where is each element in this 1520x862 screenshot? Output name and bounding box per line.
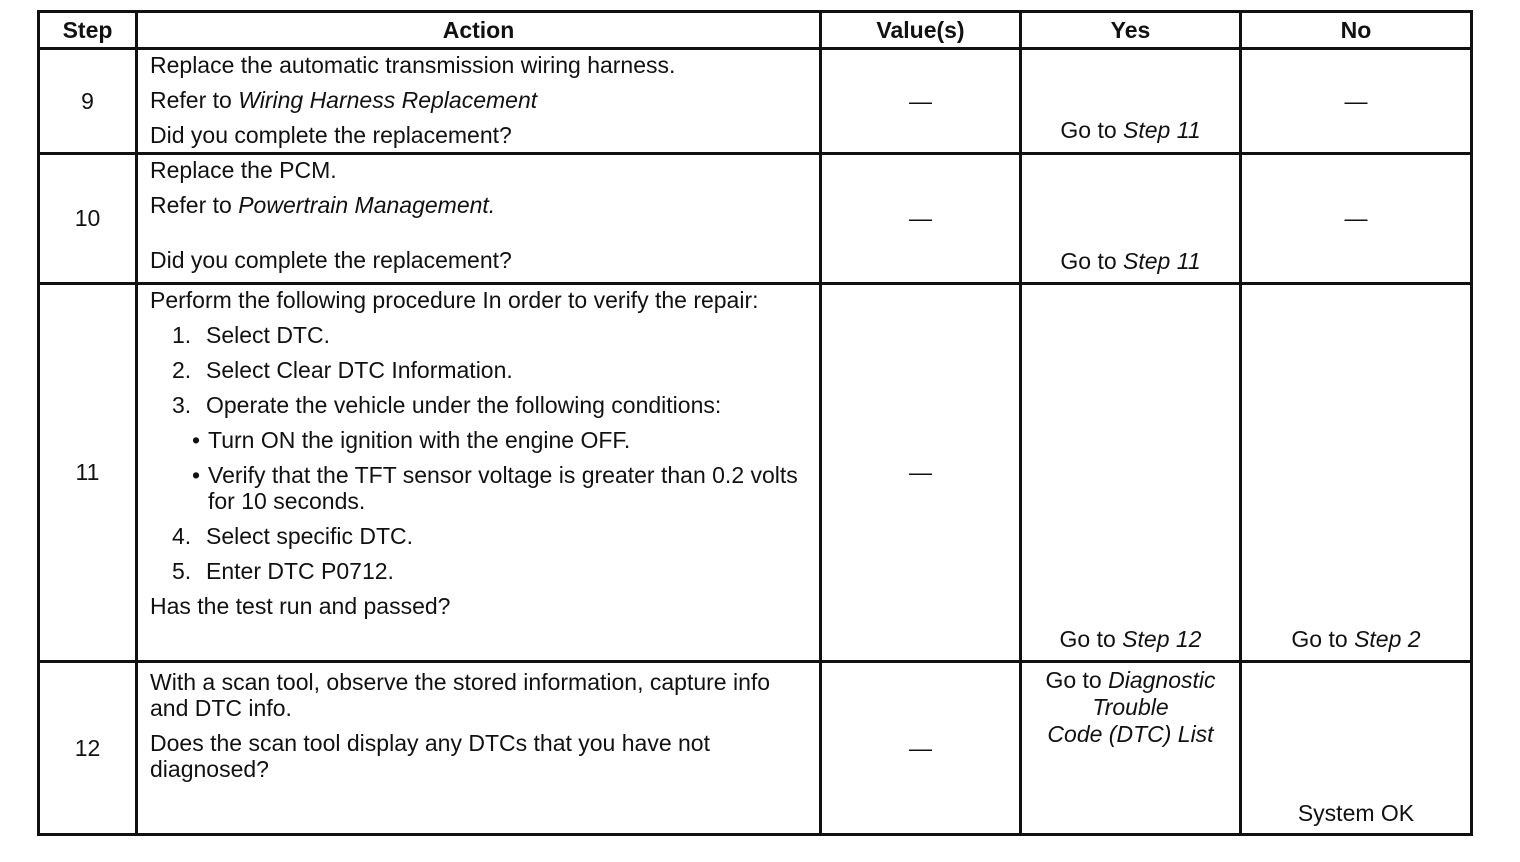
- no-cell: [1241, 662, 1472, 835]
- action-intro: Perform the following procedure In order to verify the repair:: [150, 287, 759, 313]
- procedure-list: [150, 322, 809, 418]
- no-cell: [1241, 284, 1472, 662]
- list-item: 1. Select DTC.: [172, 322, 330, 348]
- action-text: Replace the automatic transmission wiring harness.: [150, 52, 676, 78]
- no-goto-link[interactable]: Go to Step 2: [1291, 626, 1421, 652]
- action-cell: [137, 284, 821, 662]
- value-dash: —: [909, 459, 932, 485]
- table-row-step-11: [39, 284, 1472, 662]
- yes-goto-link[interactable]: Go to Diagnostic Trouble Code (DTC) List: [1045, 667, 1216, 747]
- value-cell: [821, 49, 1021, 154]
- table-row-step-10: [39, 154, 1472, 284]
- header-step: Step: [39, 12, 137, 49]
- value-cell: [821, 662, 1021, 835]
- header-values: Value(s): [821, 12, 1021, 49]
- no-result-text: System OK: [1297, 800, 1415, 826]
- condition-list: [150, 427, 809, 514]
- value-dash: —: [909, 87, 932, 114]
- list-item: • Verify that the TFT sensor voltage is greater than 0.2 volts for 10 seconds.: [191, 462, 798, 514]
- table-row-step-9: [39, 49, 1472, 154]
- action-question: Has the test run and passed?: [150, 593, 451, 619]
- action-question: Did you complete the replacement?: [150, 247, 512, 273]
- value-cell: [821, 154, 1021, 284]
- step-number: 11: [39, 284, 137, 662]
- procedure-list-continued: [150, 523, 809, 584]
- list-item: 3. Operate the vehicle under the following conditions:: [172, 392, 722, 418]
- list-item: 2. Select Clear DTC Information.: [172, 357, 513, 383]
- list-item: 4. Select specific DTC.: [172, 523, 414, 549]
- step-number: 12: [39, 662, 137, 835]
- value-dash: —: [909, 734, 932, 761]
- action-text: Replace the PCM.: [150, 157, 337, 183]
- yes-cell: [1021, 284, 1241, 662]
- action-cell: [137, 154, 821, 284]
- no-dash: —: [1344, 205, 1368, 231]
- yes-cell: [1021, 49, 1241, 154]
- action-reference: Refer to Wiring Harness Replacement: [150, 87, 538, 113]
- header-row: [39, 12, 1472, 49]
- header-yes: Yes: [1021, 12, 1241, 49]
- yes-cell: [1021, 662, 1241, 835]
- step-number: 10: [39, 154, 137, 284]
- step-number: 9: [39, 49, 137, 154]
- action-cell: [137, 662, 821, 835]
- header-action: Action: [137, 12, 821, 49]
- no-cell: [1241, 49, 1472, 154]
- yes-goto-link[interactable]: Go to Step 12: [1059, 626, 1202, 652]
- yes-goto-link[interactable]: Go to Step 11: [1060, 117, 1201, 143]
- no-cell: [1241, 154, 1472, 284]
- action-question: Does the scan tool display any DTCs that you have not diagnosed?: [150, 730, 710, 782]
- list-item: 5. Enter DTC P0712.: [172, 558, 394, 584]
- value-cell: [821, 284, 1021, 662]
- action-cell: [137, 49, 821, 154]
- diagnostic-table: [37, 10, 1473, 836]
- action-reference: Refer to Powertrain Management.: [150, 192, 496, 218]
- no-dash: —: [1344, 87, 1368, 114]
- action-text: With a scan tool, observe the stored information, capture info and DTC info.: [150, 669, 771, 721]
- list-item: • Turn ON the ignition with the engine OFF.: [191, 427, 631, 453]
- action-question: Did you complete the replacement?: [150, 122, 512, 148]
- table-row-step-12: [39, 662, 1472, 835]
- yes-cell: [1021, 154, 1241, 284]
- header-no: No: [1241, 12, 1472, 49]
- yes-goto-link[interactable]: Go to Step 11: [1060, 248, 1201, 274]
- value-dash: —: [909, 205, 932, 231]
